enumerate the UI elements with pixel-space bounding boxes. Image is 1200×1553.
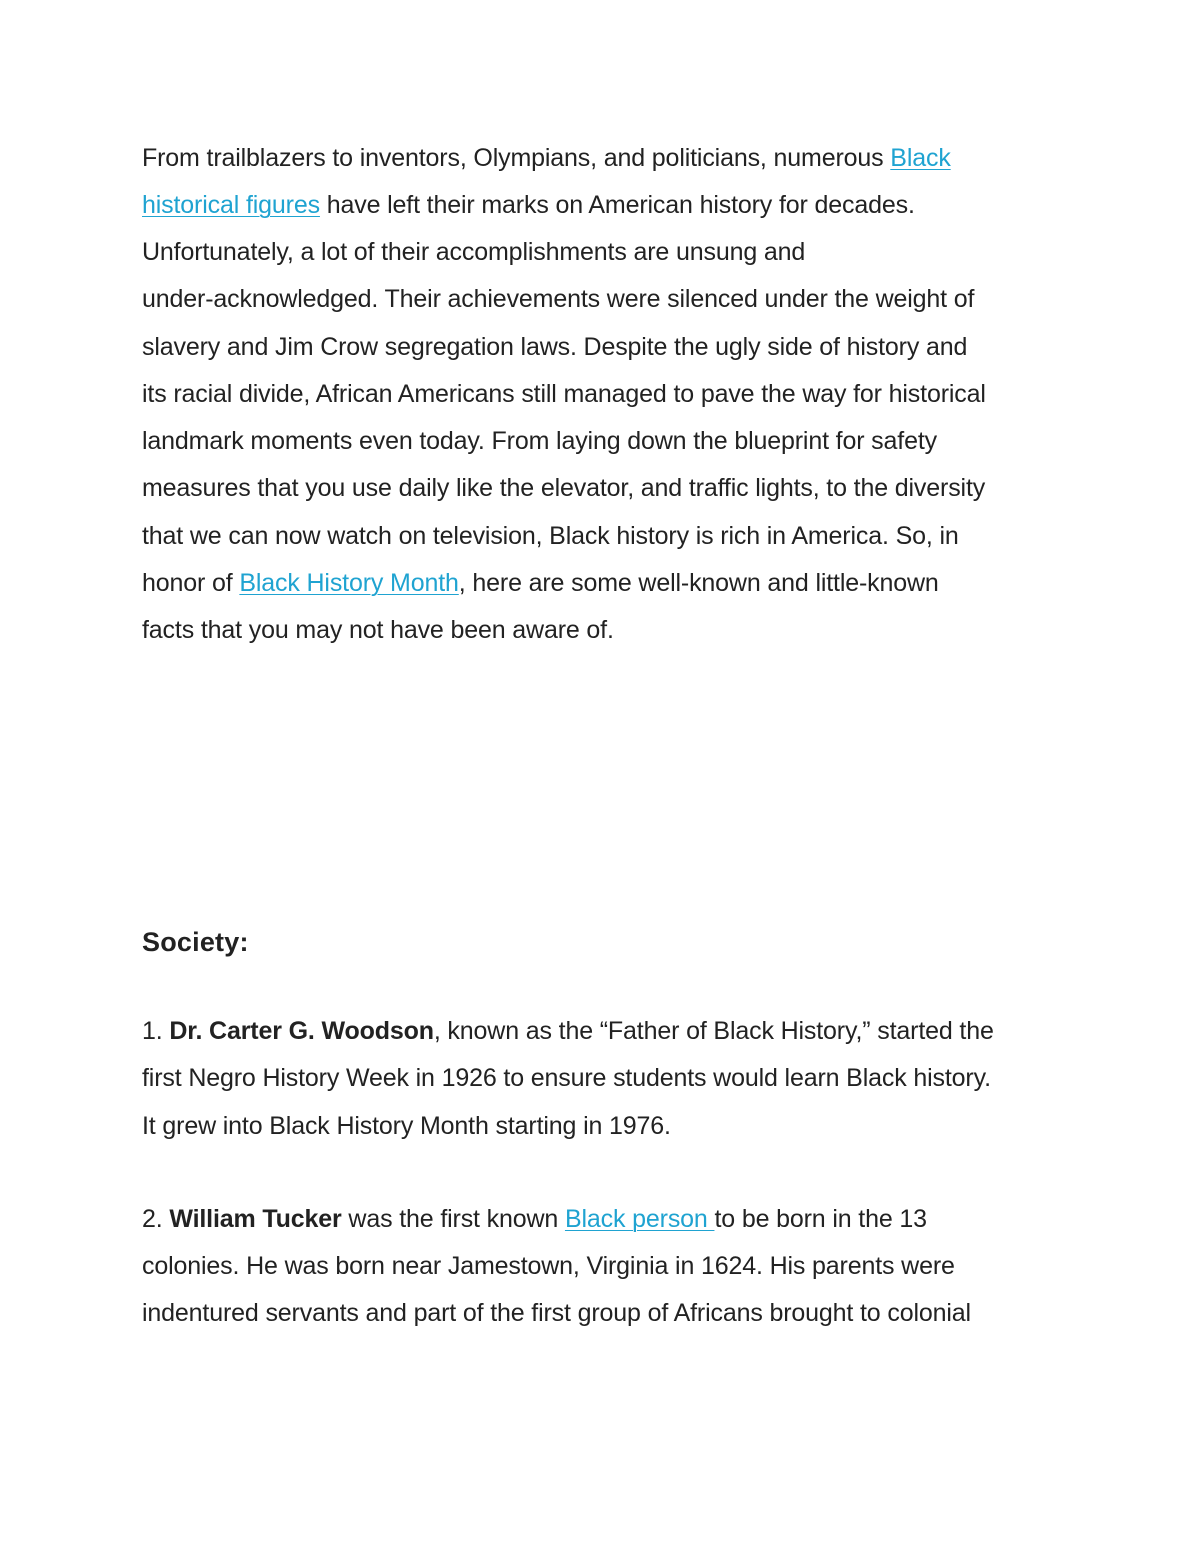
fact-1-line-1 — [142, 1016, 994, 1046]
intro-text: From trailblazers to inventors, Olympians, and politicians, numerous — [142, 144, 891, 172]
section-heading-society: Society: — [142, 927, 249, 957]
intro-line-4: under-acknowledged. Their achievements were silenced under the weight of — [142, 285, 975, 313]
intro-line-3: Unfortunately, a lot of their accomplishments are unsung and — [142, 238, 806, 266]
intro-line-11: facts that you may not have been aware of. — [142, 616, 614, 644]
intro-line-2 — [142, 190, 915, 220]
intro-text: , here are some well-known and little-known — [458, 569, 939, 597]
fact-text: was the first known — [341, 1205, 565, 1233]
fact-number: 2. — [142, 1205, 170, 1233]
black-historical-figures-link[interactable]: Black — [890, 144, 951, 172]
fact-2-line-1 — [142, 1204, 927, 1234]
intro-line-6: its racial divide, African Americans still managed to pave the way for historical — [142, 380, 986, 408]
fact-1-line-2: first Negro History Week in 1926 to ensure students would learn Black history. — [142, 1064, 991, 1092]
fact-2-name: William Tucker — [169, 1205, 342, 1233]
black-person-link[interactable]: Black person — [564, 1205, 715, 1233]
intro-line-8: measures that you use daily like the elevator, and traffic lights, to the diversity — [142, 474, 986, 502]
fact-text: , known as the “Father of Black History,” started the — [433, 1017, 994, 1045]
fact-2-line-2: colonies. He was born near Jamestown, Virginia in 1624. His parents were — [142, 1252, 955, 1280]
intro-line-7: landmark moments even today. From laying down the blueprint for safety — [142, 427, 937, 455]
fact-1-name: Dr. Carter G. Woodson — [169, 1017, 434, 1045]
fact-2-line-3: indentured servants and part of the first group of Africans brought to colonial — [142, 1299, 971, 1327]
fact-text: to be born in the 13 — [714, 1205, 927, 1233]
intro-line-5: slavery and Jim Crow segregation laws. Despite the ugly side of history and — [142, 333, 968, 361]
intro-line-10 — [142, 568, 939, 598]
intro-text: honor of — [142, 569, 240, 597]
fact-number: 1. — [142, 1017, 170, 1045]
intro-text: have left their marks on American history for decades. — [319, 191, 915, 219]
fact-1-line-3: It grew into Black History Month starting in 1976. — [142, 1112, 671, 1140]
black-historical-figures-link-cont[interactable]: historical figures — [142, 191, 320, 219]
intro-line-1 — [142, 143, 951, 173]
intro-line-9: that we can now watch on television, Black history is rich in America. So, in — [142, 522, 959, 550]
black-history-month-link[interactable]: Black History Month — [239, 569, 459, 597]
